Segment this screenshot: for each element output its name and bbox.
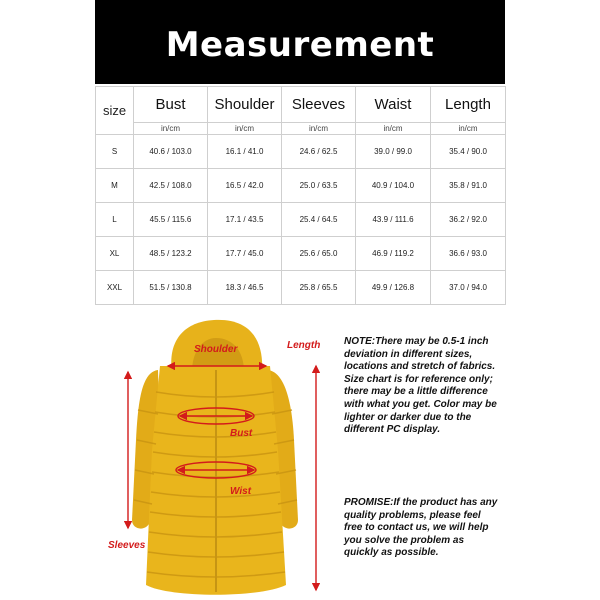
sleeves-label: Sleeves (108, 540, 146, 551)
waist-cell: 46.9 / 119.2 (356, 237, 431, 271)
size-cell: XXL (96, 271, 134, 305)
unit-label: in/cm (431, 123, 506, 135)
length-cell: 35.4 / 90.0 (431, 135, 506, 169)
shoulder-cell: 18.3 / 46.5 (208, 271, 282, 305)
bust-cell: 48.5 / 123.2 (134, 237, 208, 271)
length-label: Length (287, 340, 321, 351)
size-cell: XL (96, 237, 134, 271)
shoulder-cell: 17.7 / 45.0 (208, 237, 282, 271)
unit-label: in/cm (356, 123, 431, 135)
unit-label: in/cm (134, 123, 208, 135)
page-title: Measurement (165, 25, 435, 65)
sleeves-cell: 25.4 / 64.5 (282, 203, 356, 237)
coat-illustration (132, 320, 298, 595)
size-column-header: size (96, 87, 134, 135)
promise-text: PROMISE:If the product has any quality problems, please feel free to contact us, we will help you solve the problem as quickly as possible. (344, 497, 498, 559)
bust-cell: 45.5 / 115.6 (134, 203, 208, 237)
length-cell: 36.2 / 92.0 (431, 203, 506, 237)
shoulder-label: Shoulder (194, 344, 238, 355)
column-header-length: Length (431, 87, 506, 123)
bust-cell: 51.5 / 130.8 (134, 271, 208, 305)
waist-cell: 43.9 / 111.6 (356, 203, 431, 237)
size-cell: L (96, 203, 134, 237)
column-header-shoulder: Shoulder (208, 87, 282, 123)
note-text: NOTE:There may be 0.5-1 inch deviation in different sizes, locations and stretch of fabrics. Size chart is for reference only; there may be a little difference with what you get. Color may be lighter or darker due to the different PC display. (344, 336, 497, 436)
sleeves-cell: 25.0 / 63.5 (282, 169, 356, 203)
column-header-waist: Waist (356, 87, 431, 123)
bust-label: Bust (230, 428, 253, 439)
waist-cell: 39.0 / 99.0 (356, 135, 431, 169)
sleeves-cell: 25.6 / 65.0 (282, 237, 356, 271)
size-cell: S (96, 135, 134, 169)
column-header-sleeves: Sleeves (282, 87, 356, 123)
column-header-bust: Bust (134, 87, 208, 123)
unit-label: in/cm (282, 123, 356, 135)
sleeves-cell: 25.8 / 65.5 (282, 271, 356, 305)
waist-label: Wist (230, 486, 252, 497)
waist-cell: 49.9 / 126.8 (356, 271, 431, 305)
unit-label: in/cm (208, 123, 282, 135)
length-cell: 37.0 / 94.0 (431, 271, 506, 305)
shoulder-cell: 16.1 / 41.0 (208, 135, 282, 169)
shoulder-cell: 17.1 / 43.5 (208, 203, 282, 237)
bust-cell: 40.6 / 103.0 (134, 135, 208, 169)
bust-cell: 42.5 / 108.0 (134, 169, 208, 203)
length-cell: 35.8 / 91.0 (431, 169, 506, 203)
waist-cell: 40.9 / 104.0 (356, 169, 431, 203)
sleeves-cell: 24.6 / 62.5 (282, 135, 356, 169)
shoulder-cell: 16.5 / 42.0 (208, 169, 282, 203)
length-cell: 36.6 / 93.0 (431, 237, 506, 271)
size-cell: M (96, 169, 134, 203)
